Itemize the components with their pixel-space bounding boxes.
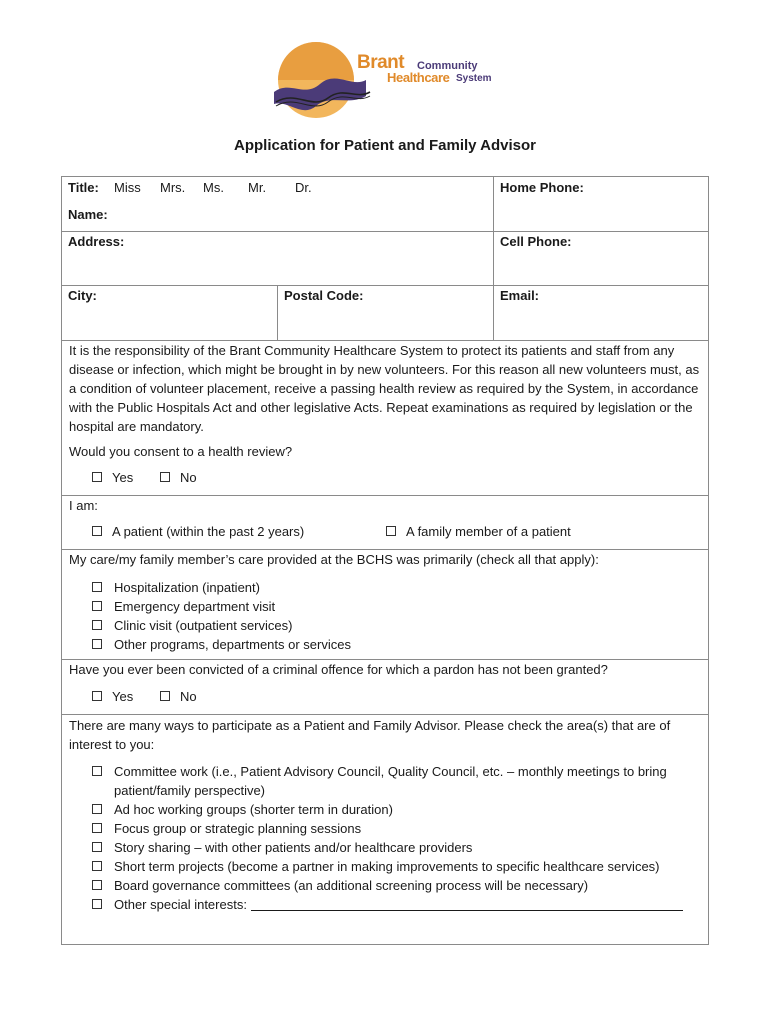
checkbox[interactable]: [92, 472, 102, 482]
checkbox[interactable]: [92, 804, 102, 814]
health-no-option[interactable]: [160, 470, 197, 485]
criminal-no-label: No: [180, 689, 197, 704]
checkbox[interactable]: [386, 526, 396, 536]
divider: [62, 659, 708, 660]
postal-code-label: Postal Code:: [284, 288, 364, 303]
title-option-ms[interactable]: Ms.: [203, 180, 224, 195]
list-item[interactable]: [92, 578, 704, 597]
participate-option-label: Board governance committees (an additional screening process will be necessary): [114, 878, 589, 893]
criminal-yes-option[interactable]: [92, 689, 133, 704]
checkbox[interactable]: [92, 601, 102, 611]
title-label: Title:: [68, 180, 99, 195]
divider: [62, 714, 708, 715]
logo-community-text: Community: [417, 60, 478, 72]
checkbox[interactable]: [92, 861, 102, 871]
checkbox[interactable]: [92, 899, 102, 909]
checkbox[interactable]: [92, 639, 102, 649]
participate-options-list: [92, 762, 704, 914]
participate-intro: There are many ways to participate as a Patient and Family Advisor. Please check the area(s) that are of interest to you:: [69, 718, 671, 752]
list-item[interactable]: [92, 635, 704, 654]
i-am-label: I am:: [69, 498, 98, 513]
health-no-label: No: [180, 470, 197, 485]
address-label: Address:: [68, 234, 125, 249]
divider: [62, 495, 708, 496]
checkbox[interactable]: [160, 691, 170, 701]
form-title: Application for Patient and Family Advisor: [234, 137, 536, 154]
care-option-label: Hospitalization (inpatient): [114, 580, 260, 595]
health-review-paragraph: It is the responsibility of the Brant Community Healthcare System to protect its patients and staff from any disease or infection, which might be brought in by new volunteers. For this reason all new volunteers must, as a condition of volunteer placement, receive a passing health review as required by the System, in accordance with the Public Hospitals Act and other legislative Acts. Repeat examinations as required by legislation or the hospital are mandatory.: [69, 343, 700, 434]
title-option-mrs[interactable]: Mrs.: [160, 180, 186, 195]
checkbox[interactable]: [92, 823, 102, 833]
participate-option-label: Short term projects (become a partner in making improvements to specific healthcare services): [114, 859, 660, 874]
title-option-mr[interactable]: Mr.: [248, 180, 267, 195]
home-phone-label: Home Phone:: [500, 180, 584, 195]
care-option-label: Clinic visit (outpatient services): [114, 618, 293, 633]
health-yes-option[interactable]: [92, 470, 133, 485]
list-item[interactable]: [92, 838, 704, 857]
application-form: [61, 176, 709, 945]
participate-option-label: Committee work (i.e., Patient Advisory Council, Quality Council, etc. – monthly meetings to bring patient/family perspective): [114, 764, 667, 798]
cell-phone-label: Cell Phone:: [500, 234, 572, 249]
bchs-logo: [270, 40, 510, 125]
checkbox[interactable]: [92, 691, 102, 701]
criminal-yes-label: Yes: [112, 689, 134, 704]
checkbox[interactable]: [92, 842, 102, 852]
list-item[interactable]: [92, 597, 704, 616]
care-option-label: Other programs, departments or services: [114, 637, 351, 652]
participate-option-label: Ad hoc working groups (shorter term in duration): [114, 802, 393, 817]
list-item[interactable]: [92, 762, 704, 800]
care-option-label: Emergency department visit: [114, 599, 276, 614]
checkbox[interactable]: [92, 526, 102, 536]
participate-option-label: Story sharing – with other patients and/or healthcare providers: [114, 840, 473, 855]
family-member-option[interactable]: [386, 524, 571, 539]
list-item[interactable]: [92, 616, 704, 635]
checkbox[interactable]: [160, 472, 170, 482]
list-item[interactable]: [92, 819, 704, 838]
list-item[interactable]: [92, 800, 704, 819]
logo-brant-text: Brant: [357, 52, 405, 73]
logo-system-text: System: [456, 73, 492, 84]
title-option-dr[interactable]: Dr.: [295, 180, 312, 195]
title-option-miss[interactable]: Miss: [114, 180, 141, 195]
name-label: Name:: [68, 207, 108, 222]
criminal-question: Have you ever been convicted of a criminal offence for which a pardon has not been granted?: [69, 662, 608, 677]
patient-label: A patient (within the past 2 years): [112, 524, 305, 539]
other-interests-field[interactable]: [251, 897, 683, 911]
checkbox[interactable]: [92, 766, 102, 776]
email-label: Email:: [500, 288, 540, 303]
logo-healthcare-text: Healthcare: [387, 70, 450, 85]
patient-option[interactable]: [92, 524, 304, 539]
city-label: City:: [68, 288, 97, 303]
family-member-label: A family member of a patient: [406, 524, 571, 539]
criminal-no-option[interactable]: [160, 689, 197, 704]
divider: [62, 231, 708, 232]
divider: [277, 285, 278, 340]
list-item[interactable]: [92, 876, 704, 895]
health-review-question: Would you consent to a health review?: [69, 444, 293, 459]
checkbox[interactable]: [92, 880, 102, 890]
list-item[interactable]: [92, 857, 704, 876]
list-item[interactable]: [92, 895, 704, 914]
participate-option-label: Focus group or strategic planning sessions: [114, 821, 362, 836]
other-interests-label: Other special interests:: [114, 897, 247, 912]
checkbox[interactable]: [92, 582, 102, 592]
divider: [62, 549, 708, 550]
health-yes-label: Yes: [112, 470, 134, 485]
checkbox[interactable]: [92, 620, 102, 630]
divider: [62, 285, 708, 286]
care-options-list: [92, 578, 704, 654]
divider: [493, 177, 494, 340]
care-question: My care/my family member’s care provided at the BCHS was primarily (check all that apply):: [69, 552, 599, 567]
